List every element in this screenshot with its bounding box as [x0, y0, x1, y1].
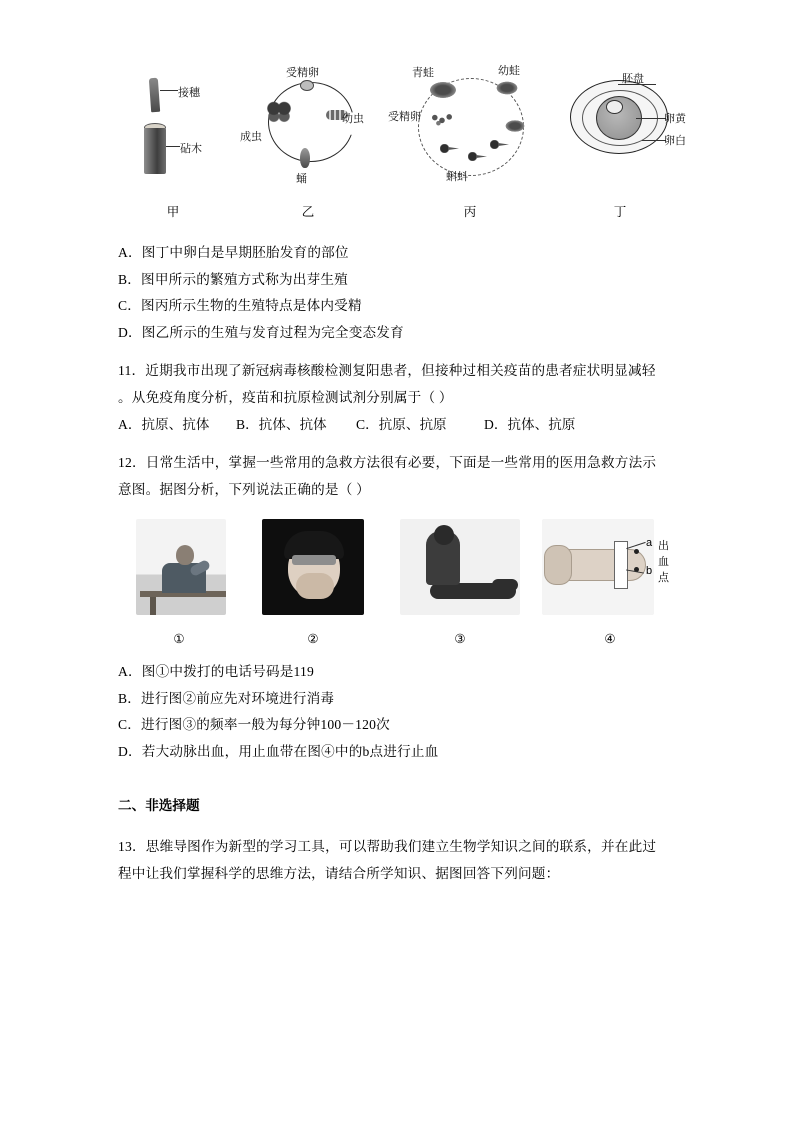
figure-panel-egg-structure: [562, 60, 686, 220]
label-stock: 砧木: [180, 143, 202, 155]
tadpole-shape: [440, 144, 458, 153]
section-number: 二、: [118, 797, 146, 813]
question-13: [118, 834, 678, 887]
label-frog: 青蛙: [412, 67, 434, 79]
label-a: a: [646, 537, 653, 550]
label-egg-white: 卵白: [664, 135, 686, 147]
photo-calling-emergency: [136, 519, 226, 615]
label-germinal-disc: 胚盘: [622, 73, 644, 85]
label-scion: 接穗: [178, 87, 200, 99]
label-b: b: [646, 565, 653, 578]
cup-shape: [292, 555, 336, 565]
section-heading: [118, 791, 678, 821]
egg-mass-shape: [430, 112, 454, 126]
leader-line: [636, 118, 666, 119]
figure-panel-grafting: [118, 60, 228, 220]
desk-leg-shape: [150, 597, 156, 615]
question-11-text-line2: 。从免疫角度分析，疫苗和抗原检测试剂分别属于（ ）: [118, 389, 453, 405]
label-tadpole: 蝌蚪: [446, 171, 468, 183]
option-a[interactable]: A．图丁中卵白是早期胚胎发育的部位: [118, 245, 349, 260]
question-12-options: [118, 659, 678, 765]
tadpole-shape: [468, 152, 486, 161]
question-12: [118, 450, 678, 503]
leader-line: [626, 542, 645, 549]
option-d[interactable]: D．图乙所示的生殖与发育过程为完全变态发育: [118, 324, 404, 340]
figure-caption-c: 丙: [463, 205, 477, 219]
option-c[interactable]: C．进行图③的频率一般为每分钟100－120次: [118, 717, 390, 733]
label-fertilized-egg: 受精卵: [388, 111, 421, 123]
victim-leg-shape: [492, 579, 518, 591]
figure-caption-a: 甲: [166, 205, 180, 219]
question-12-text-line2: 意图。据图分析，下列说法正确的是（ ）: [118, 481, 370, 497]
option-d[interactable]: D．抗体、抗原: [484, 417, 576, 432]
tadpole-shape: [490, 140, 508, 149]
germinal-disc-shape: [606, 100, 623, 114]
section-title: 非选择题: [145, 797, 200, 813]
label-fertilized-egg: 受精卵: [286, 67, 319, 79]
question-12-text-line1: 12．日常生活中，掌握一些常用的急救方法很有必要，下面是一些常用的医用急救方法示: [118, 455, 657, 471]
photo-cpr: [400, 519, 520, 615]
question-10-options: [118, 240, 678, 346]
figure-panel-frog-lifecycle: [390, 60, 550, 220]
label-pupa: 蛹: [296, 173, 307, 185]
question-11: [118, 358, 678, 438]
question-11-options: [118, 411, 678, 438]
question-13-text-line2: 程中让我们掌握科学的思维方法，请结合所学知识、据图回答下列问题：: [118, 865, 560, 881]
pupa-shape: [300, 148, 310, 168]
page-content: [118, 60, 686, 891]
person-hands-shape: [296, 573, 334, 599]
figure-caption-d: 丁: [613, 205, 627, 219]
option-a[interactable]: A．图①中拨打的电话号码是119: [118, 664, 315, 680]
question-11-text-line1: 11．近期我市出现了新冠病毒核酸检测复阳患者，但接种过相关疫苗的患者症状明显减轻: [118, 363, 656, 378]
option-b[interactable]: B．图甲所示的繁殖方式称为出芽生殖: [118, 271, 348, 287]
leader-line: [642, 140, 666, 141]
option-d[interactable]: D．若大动脉出血，用止血带在图④中的b点进行止血: [118, 743, 439, 759]
egg-shape: [300, 80, 314, 91]
figure-number-3: ③: [454, 632, 466, 647]
label-yolk: 卵黄: [664, 113, 686, 125]
label-young-frog: 幼蛙: [498, 65, 520, 77]
leader-line: [166, 146, 180, 147]
figure-first-aid-methods: [118, 515, 678, 647]
option-c[interactable]: C．图丙所示生物的生殖特点是体内受精: [118, 298, 362, 313]
young-frog-shape: [497, 82, 518, 95]
figure-number-2: ②: [307, 632, 319, 647]
stock-shape: [144, 128, 166, 174]
label-bleeding-point: 出血点: [658, 540, 669, 585]
first-aid-panel-call: [126, 515, 232, 647]
first-aid-panel-cpr: [394, 515, 526, 647]
hand-shape: [544, 545, 572, 585]
question-13-text-line1: 13．思维导图作为新型的学习工具，可以帮助我们建立生物学知识之间的联系，并在此过: [118, 839, 657, 855]
label-adult: 成虫: [240, 131, 262, 143]
figure-number-1: ①: [173, 632, 185, 647]
figure-number-4: ④: [604, 632, 616, 647]
photo-arm-bleeding: [542, 519, 654, 615]
label-larva: 幼虫: [342, 113, 364, 125]
figure-reproduction-modes: [118, 60, 686, 220]
figure-panel-butterfly-lifecycle: [238, 60, 378, 220]
first-aid-panel-tourniquet: [542, 515, 678, 647]
scion-shape: [149, 78, 160, 113]
person-head-shape: [176, 545, 194, 565]
option-b[interactable]: B．抗体、抗体: [236, 417, 327, 432]
leader-line: [160, 90, 178, 91]
option-a[interactable]: A．抗原、抗体: [118, 417, 210, 432]
frog-shape: [430, 82, 456, 98]
adult-butterfly-shape: [266, 100, 292, 124]
photo-eye-rinsing: [262, 519, 364, 615]
frog-shape: [506, 120, 525, 132]
first-aid-panel-rinse: [254, 515, 372, 647]
figure-caption-b: 乙: [301, 205, 315, 219]
option-b[interactable]: B．进行图②前应先对环境进行消毒: [118, 690, 335, 706]
option-c[interactable]: C．抗原、抗原: [356, 417, 447, 432]
